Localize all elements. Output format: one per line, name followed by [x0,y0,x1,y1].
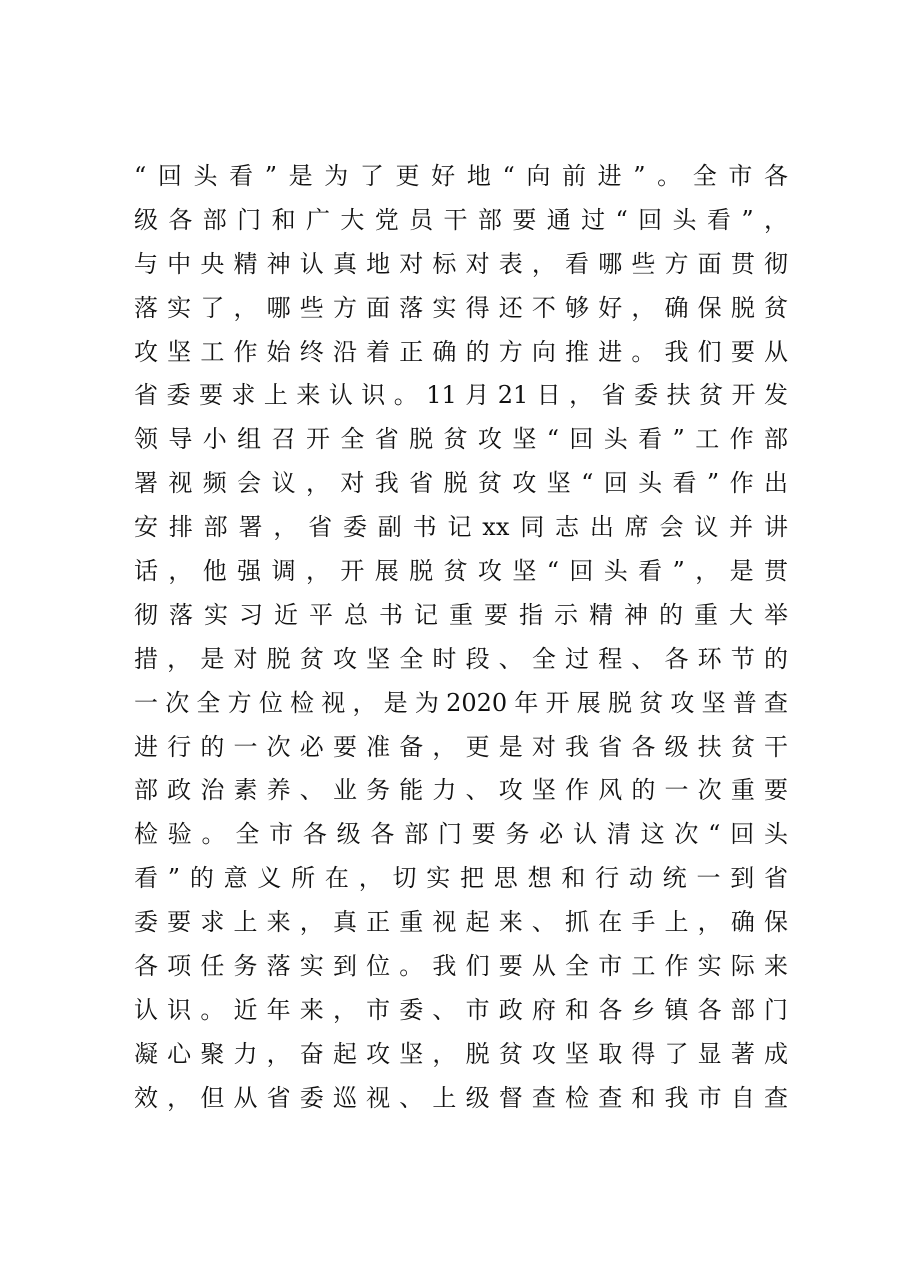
text-line: 检验。全市各级各部门要务必认清这次“回头 [134,820,788,849]
text-line: 一次全方位检视，是为2020年开展脱贫攻坚普查 [134,688,788,717]
body-paragraph [134,155,788,1121]
text-line: 彻落实习近平总书记重要指示精神的重大举 [134,600,788,629]
text-line: 措，是对脱贫攻坚全时段、全过程、各环节的 [134,644,788,673]
text-line: 安排部署，省委副书记xx同志出席会议并讲 [134,513,788,542]
text-line: 领导小组召开全省脱贫攻坚“回头看”工作部 [134,425,788,454]
text-line: 进行的一次必要准备，更是对我省各级扶贫干 [134,732,788,761]
text-line: 省委要求上来认识。11月21日，省委扶贫开发 [134,381,788,410]
text-line: 部政治素养、业务能力、攻坚作风的一次重要 [134,776,788,805]
text-line: 级各部门和广大党员干部要通过“回头看”， [134,205,788,234]
text-line: 效，但从省委巡视、上级督查检查和我市自查 [134,1083,788,1112]
text-line: 与中央精神认真地对标对表，看哪些方面贯彻 [134,249,788,278]
text-line: “回头看”是为了更好地“向前进”。全市各 [134,162,788,190]
text-line: 攻坚工作始终沿着正确的方向推进。我们要从 [134,337,788,366]
text-line: 署视频会议，对我省脱贫攻坚“回头看”作出 [134,469,788,498]
text-line: 凝心聚力，奋起攻坚，脱贫攻坚取得了显著成 [134,1039,788,1068]
text-line: 话，他强调，开展脱贫攻坚“回头看”，是贯 [134,557,788,586]
text-line: 落实了，哪些方面落实得还不够好，确保脱贫 [134,293,788,322]
text-line: 委要求上来，真正重视起来、抓在手上，确保 [134,908,788,937]
text-line: 认识。近年来，市委、市政府和各乡镇各部门 [134,995,788,1024]
text-line: 看”的意义所在，切实把思想和行动统一到省 [134,864,788,893]
text-line: 各项任务落实到位。我们要从全市工作实际来 [134,952,788,981]
